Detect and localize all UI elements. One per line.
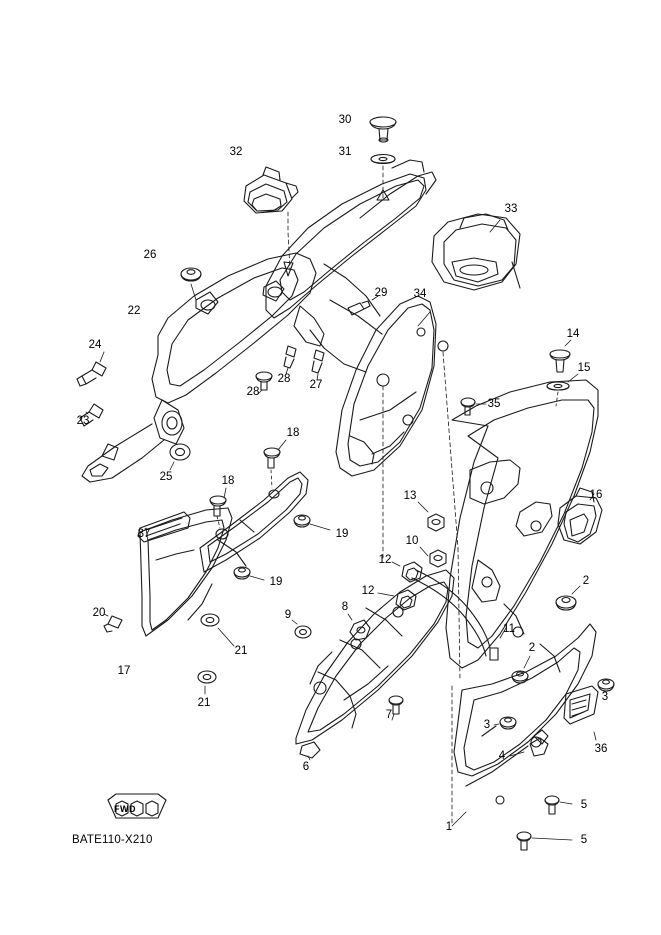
callout-number: 13 — [403, 490, 417, 502]
part-11-rod — [412, 570, 498, 660]
callout-number: 9 — [284, 609, 292, 621]
part-1-panel — [454, 624, 596, 804]
part-24-screw — [77, 362, 106, 386]
callout-number: 21 — [197, 697, 211, 709]
callout-number: 2 — [582, 575, 590, 587]
part-25-grommet — [170, 444, 190, 460]
part-19-grommet-a — [294, 515, 310, 527]
callout-number: 37 — [137, 528, 151, 540]
callout-number: 28 — [246, 386, 260, 398]
callout-number: 2 — [528, 642, 536, 654]
part-20-screw — [104, 616, 122, 632]
callout-number: 8 — [341, 601, 349, 613]
callout-number: 4 — [498, 750, 506, 762]
callout-number: 6 — [302, 761, 310, 773]
callout-number: 29 — [374, 287, 388, 299]
part-13-nut — [428, 514, 444, 531]
callout-number: 14 — [566, 328, 580, 340]
callout-number: 22 — [127, 305, 141, 317]
callout-number: 28 — [277, 373, 291, 385]
callout-number: 10 — [405, 535, 419, 547]
callout-number: 32 — [229, 146, 243, 158]
callout-number: 19 — [335, 528, 349, 540]
callout-number: 27 — [309, 379, 323, 391]
callout-number: 19 — [269, 576, 283, 588]
part-36-emblem — [564, 686, 598, 724]
callout-number: 34 — [413, 288, 427, 300]
part-28-screw-a — [284, 346, 296, 368]
part-19-grommet-b — [234, 567, 250, 579]
part-27-screw — [312, 350, 324, 373]
part-33-bracket — [432, 214, 520, 290]
callout-number: 33 — [504, 203, 518, 215]
fwd-direction-label: FWD — [114, 804, 136, 814]
callout-number: 26 — [143, 249, 157, 261]
part-30-bolt — [370, 117, 396, 142]
callout-number: 12 — [361, 585, 375, 597]
callout-number: 12 — [378, 554, 392, 566]
callout-number: 35 — [487, 398, 501, 410]
callout-number: 1 — [445, 821, 453, 833]
part-right-cover — [446, 380, 598, 672]
callout-number: 7 — [385, 709, 393, 721]
callout-number: 3 — [601, 691, 609, 703]
part-15-washer — [547, 382, 569, 390]
part-35-screw — [461, 398, 475, 415]
callout-number: 30 — [338, 114, 352, 126]
callout-number: 11 — [503, 623, 515, 635]
part-18-19-stay — [200, 472, 308, 572]
part-10-nut — [430, 550, 446, 567]
part-29-pin — [348, 301, 370, 315]
callout-number: 3 — [483, 719, 491, 731]
part-18-screw-b — [210, 496, 226, 516]
part-18-screw-a — [264, 448, 280, 468]
part-34-panel — [336, 296, 448, 476]
callout-number: 18 — [286, 427, 300, 439]
callout-number: 21 — [234, 645, 248, 657]
part-6-panel — [296, 570, 454, 758]
callout-number: 24 — [88, 339, 102, 351]
part-32-clamp — [244, 167, 298, 213]
part-31-washer — [371, 155, 395, 164]
callout-number: 16 — [589, 489, 603, 501]
callout-number: 31 — [338, 146, 352, 158]
part-21-grommet-a — [201, 614, 219, 626]
part-3-grommet-a — [500, 717, 516, 729]
callout-number: 15 — [577, 362, 591, 374]
callout-number: 5 — [580, 834, 588, 846]
part-3-grommet-b — [598, 679, 614, 691]
part-26-grommet — [181, 268, 201, 281]
callout-number: 5 — [580, 799, 588, 811]
callout-number: 23 — [76, 415, 90, 427]
part-2-grommet-a — [556, 596, 576, 610]
part-5-screw-b — [517, 832, 531, 850]
part-5-screw-a — [545, 796, 559, 814]
callout-number: 17 — [117, 665, 131, 677]
part-14-bolt — [550, 350, 570, 372]
part-21-grommet-b — [198, 671, 216, 683]
callout-number: 25 — [159, 471, 173, 483]
callout-number: 20 — [92, 607, 106, 619]
part-9-grommet — [295, 626, 311, 638]
callout-number: 36 — [594, 743, 608, 755]
part-code-label: BATE110-X210 — [72, 834, 153, 846]
part-2-grommet-b — [512, 671, 528, 683]
callout-number: 18 — [221, 475, 235, 487]
